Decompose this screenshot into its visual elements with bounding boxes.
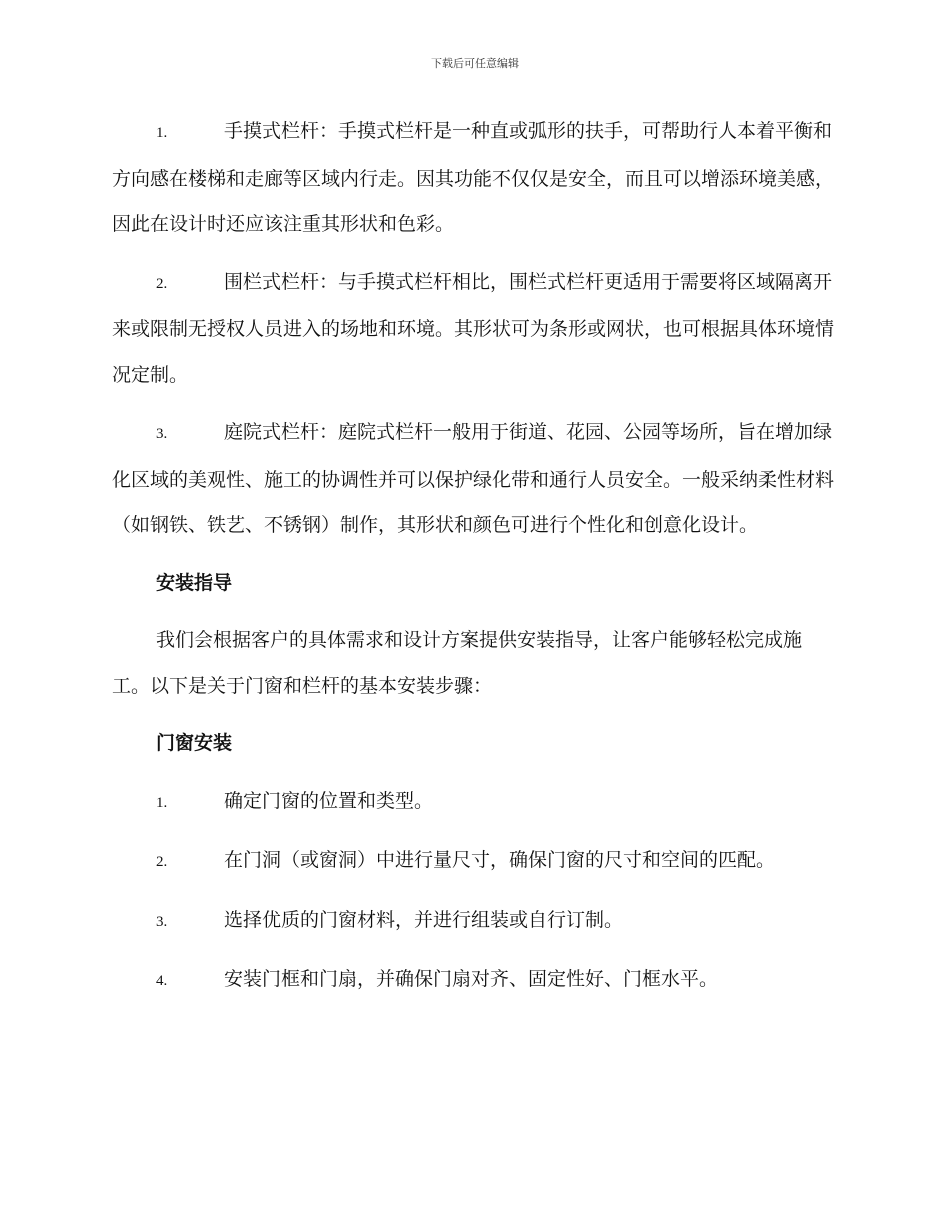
list-item <box>112 260 836 399</box>
list-number: 2. <box>156 275 168 292</box>
list-item <box>112 957 836 1005</box>
list-number: 4. <box>156 973 168 989</box>
list-number: 3. <box>156 913 168 930</box>
document-body <box>112 109 836 1017</box>
list-text: 确定门窗的位置和类型。 <box>224 789 434 812</box>
list-item <box>112 838 836 886</box>
list-item <box>112 898 836 946</box>
section-heading-install: 安装指导 <box>156 571 233 594</box>
list-text: 在门洞（或窗洞）中进行量尺寸，确保门窗的尺寸和空间的匹配。 <box>224 849 776 871</box>
install-paragraph: 我们会根据客户的具体需求和设计方案提供安装指导，让客户能够轻松完成施工。以下是关于门窗和栏杆的基本安装步骤： <box>112 629 803 697</box>
list-text: 庭院式栏杆：庭院式栏杆一般用于街道、花园、公园等场所，旨在增加绿化区域的美观性、施工的协调性并可以保护绿化带和通行人员安全。一般采纳柔性材料（如钢铁、铁艺、不锈钢）制作，其形状和颜色可进行个性化和创意化设计。 <box>112 421 835 536</box>
list-item <box>112 410 836 549</box>
list-item <box>112 779 836 827</box>
list-text: 选择优质的门窗材料，并进行组装或自行订制。 <box>224 908 624 931</box>
list-number: 3. <box>156 426 168 442</box>
list-number: 1. <box>156 794 168 811</box>
list-item <box>112 109 836 248</box>
list-number: 2. <box>156 854 168 870</box>
list-text: 围栏式栏杆：与手摸式栏杆相比，围栏式栏杆更适用于需要将区域隔离开来或限制无授权人员进入的场地和环境。其形状可为条形或网状，也可根据具体环境情况定制。 <box>112 270 835 386</box>
section-heading-doors: 门窗安装 <box>156 732 233 754</box>
list-text: 手摸式栏杆：手摸式栏杆是一种直或弧形的扶手，可帮助行人本着平衡和方向感在楼梯和走廊等区域内行走。因其功能不仅仅是安全，而且可以增添环境美感，因此在设计时还应该注重其形状和色彩。 <box>112 120 835 235</box>
list-text: 安装门框和门扇，并确保门扇对齐、固定性好、门框水平。 <box>224 968 719 990</box>
list-number: 1. <box>156 125 168 141</box>
page-header: 下载后可任意编辑 <box>431 57 519 70</box>
